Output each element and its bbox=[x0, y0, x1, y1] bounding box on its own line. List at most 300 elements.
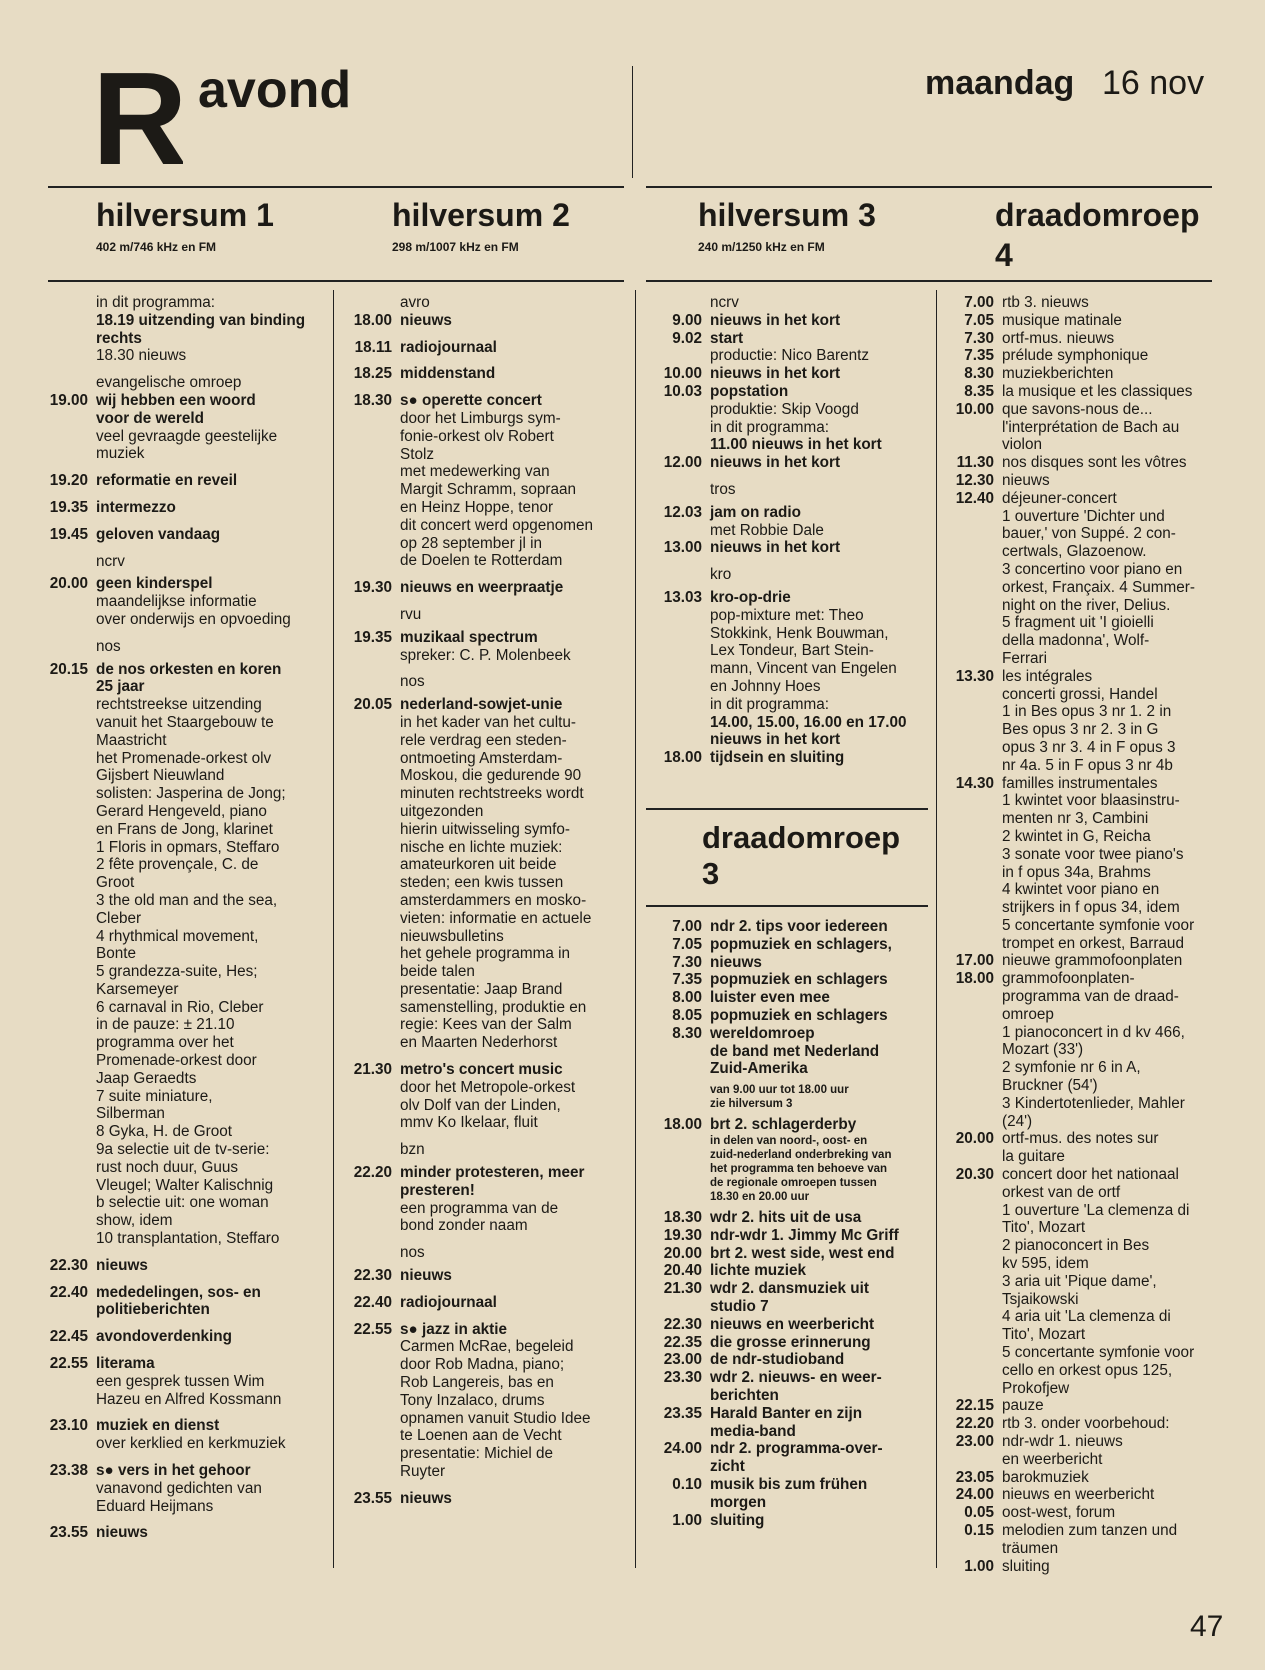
programme-entry bbox=[650, 1007, 934, 1025]
programme-line: ndr 2. programma-over- bbox=[710, 1440, 883, 1458]
programme-line: la guitare bbox=[1002, 1148, 1065, 1166]
programme-description bbox=[400, 1141, 632, 1159]
programme-line: (24') bbox=[1002, 1112, 1033, 1130]
programme-time: 17.00 bbox=[955, 952, 994, 970]
programme-line: omroep bbox=[1002, 1005, 1054, 1023]
programme-line: nieuws bbox=[400, 311, 452, 329]
programme-time bbox=[650, 566, 710, 584]
programme-time: 23.55 bbox=[353, 1489, 392, 1507]
programme-description bbox=[96, 1524, 330, 1542]
programme-entry bbox=[650, 1025, 934, 1078]
programme-line: 1 kwintet voor blaasinstru- bbox=[1002, 792, 1180, 810]
programme-line: strijkers in f opus 34, idem bbox=[1002, 899, 1180, 917]
programme-line: kro-op-drie bbox=[710, 588, 791, 606]
programme-description bbox=[400, 1061, 632, 1132]
programme-entry bbox=[48, 553, 330, 571]
programme-line: träumen bbox=[1002, 1539, 1059, 1557]
programme-entry bbox=[650, 454, 934, 472]
programme-line: presteren! bbox=[400, 1181, 475, 1199]
programme-line: Stolz bbox=[400, 445, 435, 463]
programme-description bbox=[400, 1164, 632, 1235]
programme-entry bbox=[48, 472, 330, 490]
programme-time: 1.00 bbox=[964, 1557, 994, 1575]
programme-line: rechtstreekse uitzending bbox=[96, 696, 262, 714]
programme-line: 18.30 en 20.00 uur bbox=[710, 1190, 810, 1203]
programme-time: 23.55 bbox=[49, 1524, 88, 1542]
programme-time: 22.30 bbox=[353, 1267, 392, 1285]
programme-line: nieuws in het kort bbox=[710, 454, 841, 472]
programme-description bbox=[710, 383, 934, 454]
programme-time: 22.30 bbox=[49, 1256, 88, 1274]
programme-entry bbox=[940, 1486, 1232, 1504]
programme-line: amateurkoren uit beide bbox=[400, 856, 557, 874]
programme-time: 22.55 bbox=[353, 1320, 392, 1338]
programme-description bbox=[710, 504, 934, 540]
programme-line: olv Dolf van der Linden, bbox=[400, 1096, 561, 1114]
programme-time: 10.00 bbox=[663, 365, 702, 383]
programme-description bbox=[400, 579, 632, 597]
programme-line: hierin uitwisseling symfo- bbox=[400, 820, 571, 838]
programme-line: concerti grossi, Handel bbox=[1002, 685, 1158, 703]
programme-entry bbox=[650, 539, 934, 557]
programme-time: 18.30 bbox=[663, 1208, 702, 1226]
programme-time: 18.30 bbox=[353, 392, 392, 410]
header-divider bbox=[632, 66, 633, 178]
programme-description bbox=[710, 1116, 934, 1204]
programme-description bbox=[710, 1280, 934, 1316]
programme-entry bbox=[338, 579, 632, 597]
programme-description bbox=[710, 294, 934, 312]
programme-line: vieten: informatie en actuele bbox=[400, 909, 592, 927]
programme-time: 18.00 bbox=[955, 970, 994, 988]
programme-time: 12.40 bbox=[955, 489, 994, 507]
programme-entry bbox=[338, 312, 632, 330]
programme-line: berichten bbox=[710, 1386, 779, 1404]
programme-entry bbox=[338, 339, 632, 357]
programme-line: nieuws en weerbericht bbox=[710, 1315, 875, 1333]
programme-line: rtb 3. nieuws bbox=[1002, 294, 1089, 311]
programme-line: violon bbox=[1002, 436, 1042, 454]
programme-line: wdr 2. nieuws- en weer- bbox=[710, 1369, 882, 1387]
programme-line: morgen bbox=[710, 1493, 767, 1511]
programme-description bbox=[96, 526, 330, 544]
programme-line: geloven vandaag bbox=[96, 525, 221, 543]
programme-line: Zuid-Amerika bbox=[710, 1060, 808, 1078]
rule-header-right bbox=[646, 280, 1212, 282]
programme-line: 11.00 nieuws in het kort bbox=[710, 436, 882, 454]
programme-line: nieuws in het kort bbox=[710, 311, 841, 329]
programme-line: 3 sonate voor twee piano's bbox=[1002, 845, 1184, 863]
programme-line: déjeuner-concert bbox=[1002, 489, 1117, 507]
programme-line: s● operette concert bbox=[400, 392, 542, 410]
schedule-hilversum-2 bbox=[338, 294, 632, 1508]
programme-line: maandelijkse informatie bbox=[96, 593, 257, 611]
programme-entry bbox=[940, 472, 1232, 490]
programme-line: popmuziek en schlagers bbox=[710, 1006, 888, 1024]
programme-entry bbox=[940, 1397, 1232, 1415]
column-divider-3 bbox=[936, 290, 937, 1568]
programme-description bbox=[96, 499, 330, 517]
programme-line: uitgezonden bbox=[400, 802, 484, 820]
programme-description bbox=[400, 365, 632, 383]
programme-time: 7.35 bbox=[672, 971, 702, 989]
programme-line: pop-mixture met: Theo bbox=[710, 606, 864, 624]
station-title-hilversum-3: hilversum 3 bbox=[698, 197, 876, 233]
programme-entry bbox=[940, 1433, 1232, 1469]
programme-time: 8.35 bbox=[964, 382, 994, 400]
programme-line: 18.30 nieuws bbox=[96, 347, 187, 365]
programme-description bbox=[400, 392, 632, 570]
programme-time: 24.00 bbox=[663, 1440, 702, 1458]
programme-line: regie: Kees van der Salm bbox=[400, 1016, 572, 1034]
programme-line: produktie: Skip Voogd bbox=[710, 400, 859, 418]
programme-line: op 28 september jl in bbox=[400, 534, 543, 552]
programme-description bbox=[1002, 1397, 1232, 1415]
programme-entry bbox=[48, 294, 330, 365]
programme-entry bbox=[338, 1490, 632, 1508]
programme-time: 0.10 bbox=[672, 1475, 702, 1493]
programme-description bbox=[96, 553, 330, 571]
programme-line: muziek en dienst bbox=[96, 1417, 220, 1435]
programme-description bbox=[96, 392, 330, 463]
programme-line: ortf-mus. des notes sur bbox=[1002, 1130, 1159, 1148]
programme-description bbox=[710, 1209, 934, 1227]
programme-entry bbox=[940, 1415, 1232, 1433]
programme-line: zicht bbox=[710, 1458, 745, 1476]
programme-description bbox=[400, 294, 632, 312]
station-frequency-hilversum-2: 298 m/1007 kHz en FM bbox=[392, 240, 519, 254]
programme-line: radiojournaal bbox=[400, 1293, 497, 1311]
schedule-hilversum-3 bbox=[650, 294, 934, 767]
programme-line: nieuws bbox=[96, 1256, 148, 1274]
programme-line: ontmoeting Amsterdam- bbox=[400, 749, 563, 767]
programme-description bbox=[710, 1405, 934, 1441]
programme-line: Bruckner (54') bbox=[1002, 1077, 1098, 1095]
programme-entry bbox=[650, 365, 934, 383]
programme-line: orkest, Françaix. 4 Summer- bbox=[1002, 578, 1195, 596]
programme-line: nieuws en weerbericht bbox=[1002, 1486, 1155, 1504]
programme-line: musik bis zum frühen bbox=[710, 1475, 868, 1493]
programme-line: Vleugel; Walter Kalischnig bbox=[96, 1176, 274, 1194]
programme-line: 4 aria uit 'La clemenza di bbox=[1002, 1308, 1171, 1326]
programme-description bbox=[710, 566, 934, 584]
programme-line: show, idem bbox=[96, 1212, 173, 1230]
programme-time: 9.02 bbox=[672, 329, 702, 347]
programme-time: 19.20 bbox=[49, 472, 88, 490]
programme-line: met medewerking van bbox=[400, 463, 550, 481]
programme-line: en Frans de Jong, klarinet bbox=[96, 820, 273, 838]
programme-line: beide talen bbox=[400, 963, 475, 981]
programme-line: van 9.00 uur tot 18.00 uur bbox=[710, 1084, 849, 1097]
programme-entry bbox=[650, 936, 934, 954]
programme-time: 23.38 bbox=[49, 1462, 88, 1480]
programme-line: popmuziek en schlagers, bbox=[710, 935, 892, 953]
programme-time: 19.30 bbox=[663, 1226, 702, 1244]
programme-line: studio 7 bbox=[710, 1297, 769, 1315]
section-title: avond bbox=[198, 61, 352, 119]
programme-description bbox=[400, 339, 632, 357]
programme-time bbox=[338, 294, 400, 312]
programme-line: rechts bbox=[96, 329, 142, 347]
programme-time: 20.00 bbox=[955, 1130, 994, 1148]
programme-description bbox=[710, 954, 934, 972]
programme-line: Gijsbert Nieuwland bbox=[96, 767, 225, 785]
programme-description bbox=[710, 365, 934, 383]
programme-time bbox=[650, 481, 710, 499]
programme-line: s● vers in het gehoor bbox=[96, 1462, 251, 1480]
programme-entry bbox=[940, 952, 1232, 970]
programme-time: 20.15 bbox=[49, 660, 88, 678]
programme-line: nos bbox=[400, 673, 425, 691]
programme-description bbox=[1002, 401, 1232, 454]
programme-line: Tony Inzalaco, drums bbox=[400, 1391, 545, 1409]
programme-time: 18.00 bbox=[663, 1116, 702, 1134]
programme-line: vanavond gedichten van bbox=[96, 1479, 262, 1497]
programme-line: trompet en orkest, Barraud bbox=[1002, 934, 1184, 952]
programme-line: nieuws bbox=[96, 1524, 148, 1542]
programme-line: 14.00, 15.00, 16.00 en 17.00 bbox=[710, 713, 907, 731]
programme-line: samenstelling, produktie en bbox=[400, 998, 587, 1016]
programme-line: rvu bbox=[400, 605, 422, 623]
programme-line: tijdsein en sluiting bbox=[710, 749, 845, 767]
programme-line: nos bbox=[96, 637, 121, 655]
programme-time: 22.55 bbox=[49, 1355, 88, 1373]
programme-line: 3 aria uit 'Pique dame', bbox=[1002, 1272, 1157, 1290]
programme-description bbox=[710, 1007, 934, 1025]
programme-description bbox=[400, 1321, 632, 1481]
programme-entry bbox=[338, 606, 632, 624]
programme-entry bbox=[338, 1164, 632, 1235]
programme-line: barokmuziek bbox=[1002, 1468, 1089, 1486]
programme-time: 19.35 bbox=[49, 498, 88, 516]
programme-time: 18.00 bbox=[663, 749, 702, 767]
programme-line: 10 transplantation, Steffaro bbox=[96, 1230, 280, 1248]
programme-entry bbox=[650, 504, 934, 540]
programme-time: 22.15 bbox=[955, 1397, 994, 1415]
programme-line: rele verdrag een steden- bbox=[400, 731, 567, 749]
programme-line: bzn bbox=[400, 1141, 425, 1159]
programme-entry bbox=[650, 312, 934, 330]
programme-line: nieuws bbox=[400, 1489, 452, 1507]
programme-entry bbox=[338, 1141, 632, 1159]
programme-description bbox=[710, 918, 934, 936]
programme-line: presentatie: Michiel de bbox=[400, 1445, 554, 1463]
programme-description bbox=[710, 936, 934, 954]
programme-line: avondoverdenking bbox=[96, 1328, 232, 1346]
programme-line: start bbox=[710, 329, 744, 347]
programme-entry bbox=[338, 294, 632, 312]
programme-line: zuid-nederland onderbreking van bbox=[710, 1148, 892, 1161]
programme-description bbox=[710, 589, 934, 749]
programme-line: het Promenade-orkest olv bbox=[96, 749, 272, 767]
programme-line: 8 Gyka, H. de Groot bbox=[96, 1123, 233, 1141]
programme-line: 2 symfonie nr 6 in A, bbox=[1002, 1059, 1141, 1077]
programme-line: muziekberichten bbox=[1002, 365, 1114, 383]
programme-line: tros bbox=[710, 480, 736, 498]
date-label: 16 nov bbox=[1102, 64, 1205, 102]
programme-description bbox=[1002, 775, 1232, 953]
programme-time: 7.30 bbox=[964, 329, 994, 347]
programme-line: 3 the old man and the sea, bbox=[96, 891, 278, 909]
programme-line: een gesprek tussen Wim bbox=[96, 1372, 265, 1390]
programme-line: een programma van de bbox=[400, 1199, 559, 1217]
programme-line: ndr-wdr 1. Jimmy Mc Griff bbox=[710, 1226, 899, 1244]
programme-description bbox=[710, 1334, 934, 1352]
programme-line: 5 grandezza-suite, Hes; bbox=[96, 963, 258, 981]
programme-line: wereldomroep bbox=[710, 1024, 815, 1042]
programme-description bbox=[710, 1369, 934, 1405]
programme-line: mededelingen, sos- en bbox=[96, 1283, 261, 1301]
programme-line: Prokofjew bbox=[1002, 1379, 1070, 1397]
programme-line: 2 fête provençale, C. de bbox=[96, 856, 259, 874]
programme-line: Tsjaikowski bbox=[1002, 1290, 1079, 1308]
programme-description bbox=[710, 1351, 934, 1369]
programme-line: 9a selectie uit de tv-serie: bbox=[96, 1141, 270, 1159]
programme-line: ndr 2. tips voor iedereen bbox=[710, 918, 888, 935]
programme-line: 5 concertante symfonie voor bbox=[1002, 916, 1195, 934]
programme-time bbox=[338, 1244, 400, 1262]
programme-description bbox=[96, 1462, 330, 1515]
programme-time: 7.00 bbox=[672, 918, 702, 935]
programme-description bbox=[96, 638, 330, 656]
programme-line: in dit programma: bbox=[710, 418, 830, 436]
programme-line: 2 pianoconcert in Bes bbox=[1002, 1237, 1150, 1255]
programme-entry bbox=[650, 1280, 934, 1316]
programme-line: intermezzo bbox=[96, 498, 176, 516]
programme-line: geen kinderspel bbox=[96, 575, 213, 593]
programme-line: de regionale omroepen tussen bbox=[710, 1176, 877, 1189]
programme-line: oost-west, forum bbox=[1002, 1504, 1116, 1522]
programme-time bbox=[338, 673, 400, 691]
programme-description bbox=[1002, 347, 1232, 365]
programme-line: nieuwe grammofoonplaten bbox=[1002, 952, 1183, 970]
programme-line: programma van de draad- bbox=[1002, 988, 1179, 1006]
programme-description bbox=[710, 989, 934, 1007]
programme-description bbox=[1002, 1504, 1232, 1522]
programme-line: 6 carnaval in Rio, Cleber bbox=[96, 998, 264, 1016]
programme-entry bbox=[940, 1166, 1232, 1397]
programme-line: nieuws in het kort bbox=[710, 539, 841, 557]
programme-line: jam on radio bbox=[710, 503, 801, 521]
programme-description bbox=[1002, 1486, 1232, 1504]
programme-description bbox=[400, 1244, 632, 1262]
programme-entry bbox=[650, 1405, 934, 1441]
programme-entry bbox=[650, 918, 934, 936]
programme-entry bbox=[48, 1257, 330, 1275]
programme-line: 2 kwintet in G, Reicha bbox=[1002, 827, 1151, 845]
programme-time bbox=[48, 553, 96, 571]
programme-line: nieuws bbox=[710, 953, 762, 971]
programme-description bbox=[96, 661, 330, 1248]
programme-entry bbox=[48, 1524, 330, 1542]
programme-time bbox=[338, 606, 400, 624]
programme-line: la musique et les classiques bbox=[1002, 382, 1193, 400]
programme-time bbox=[48, 294, 96, 365]
programme-time: 7.00 bbox=[964, 294, 994, 311]
programme-time: 22.20 bbox=[353, 1164, 392, 1182]
programme-time: 8.00 bbox=[672, 989, 702, 1007]
programme-entry bbox=[940, 970, 1232, 1130]
rule-draadomroep-3 bbox=[646, 808, 928, 810]
programme-description bbox=[400, 1294, 632, 1312]
programme-entry bbox=[940, 1469, 1232, 1487]
station-frequency-hilversum-1: 402 m/746 kHz en FM bbox=[96, 240, 217, 254]
programme-line: programma over het bbox=[96, 1034, 234, 1052]
programme-time bbox=[48, 638, 96, 656]
programme-entry bbox=[650, 330, 934, 366]
programme-line: prélude symphonique bbox=[1002, 347, 1149, 365]
programme-time: 18.11 bbox=[354, 338, 392, 356]
programme-line: Karsemeyer bbox=[96, 980, 179, 998]
programme-description bbox=[1002, 454, 1232, 472]
programme-line: muzikaal spectrum bbox=[400, 628, 538, 646]
programme-line: concert door het nationaal bbox=[1002, 1166, 1179, 1184]
programme-line: en weerbericht bbox=[1002, 1450, 1103, 1468]
programme-entry bbox=[650, 1227, 934, 1245]
programme-line: Hazeu en Alfred Kossmann bbox=[96, 1390, 282, 1408]
programme-time: 23.35 bbox=[663, 1404, 702, 1422]
programme-line: kro bbox=[710, 566, 732, 584]
programme-entry bbox=[338, 696, 632, 1052]
draadomroep-3-title: draadomroep bbox=[702, 820, 901, 855]
programme-line: l'interprétation de Bach au bbox=[1002, 418, 1180, 436]
programme-line: certwals, Glazoenow. bbox=[1002, 543, 1147, 561]
programme-line: 5 concertante symfonie voor bbox=[1002, 1344, 1195, 1362]
programme-description bbox=[710, 749, 934, 767]
programme-time: 20.00 bbox=[49, 575, 88, 593]
programme-entry bbox=[338, 392, 632, 570]
programme-line: metro's concert music bbox=[400, 1061, 563, 1079]
programme-line: nieuws bbox=[400, 1267, 452, 1285]
programme-time: 24.00 bbox=[955, 1486, 994, 1504]
programme-line: 1 ouverture 'La clemenza di bbox=[1002, 1201, 1190, 1219]
programme-description bbox=[96, 1417, 330, 1453]
programme-line: Moskou, die gedurende 90 bbox=[400, 767, 582, 785]
programme-line: nieuws en weerpraatje bbox=[400, 579, 564, 597]
station-frequency-hilversum-3: 240 m/1250 kHz en FM bbox=[698, 240, 825, 254]
rule-header-left bbox=[48, 280, 624, 282]
programme-description bbox=[710, 1512, 934, 1530]
programme-line: sluiting bbox=[1002, 1557, 1050, 1575]
programme-line: Ferrari bbox=[1002, 649, 1048, 667]
programme-entry bbox=[650, 294, 934, 312]
programme-description bbox=[1002, 1433, 1232, 1469]
programme-line: Tito', Mozart bbox=[1002, 1219, 1086, 1237]
programme-entry bbox=[650, 566, 934, 584]
programme-line: Bes opus 3 nr 2. 3 in G bbox=[1002, 721, 1159, 739]
programme-entry bbox=[48, 1462, 330, 1515]
programme-time: 21.30 bbox=[663, 1280, 702, 1298]
station-number-draadomroep-4: 4 bbox=[995, 237, 1013, 273]
programme-line: het programma ten behoeve van bbox=[710, 1162, 888, 1175]
programme-line: solisten: Jasperina de Jong; bbox=[96, 785, 286, 803]
programme-entry bbox=[940, 490, 1232, 668]
programme-entry bbox=[338, 1294, 632, 1312]
programme-description bbox=[710, 1262, 934, 1280]
programme-entry bbox=[940, 1522, 1232, 1558]
programme-entry bbox=[650, 989, 934, 1007]
programme-time: 12.00 bbox=[663, 454, 702, 472]
programme-line: Cleber bbox=[96, 909, 142, 927]
page-number: 47 bbox=[1190, 1610, 1224, 1643]
programme-entry bbox=[940, 1504, 1232, 1522]
programme-line: met Robbie Dale bbox=[710, 521, 824, 539]
programme-line: Carmen McRae, begeleid bbox=[400, 1338, 574, 1356]
programme-line: nieuws in het kort bbox=[710, 731, 841, 749]
programme-line: rust noch duur, Guus bbox=[96, 1158, 239, 1176]
programme-description bbox=[1002, 472, 1232, 490]
programme-line: en Johnny Hoes bbox=[710, 677, 821, 695]
